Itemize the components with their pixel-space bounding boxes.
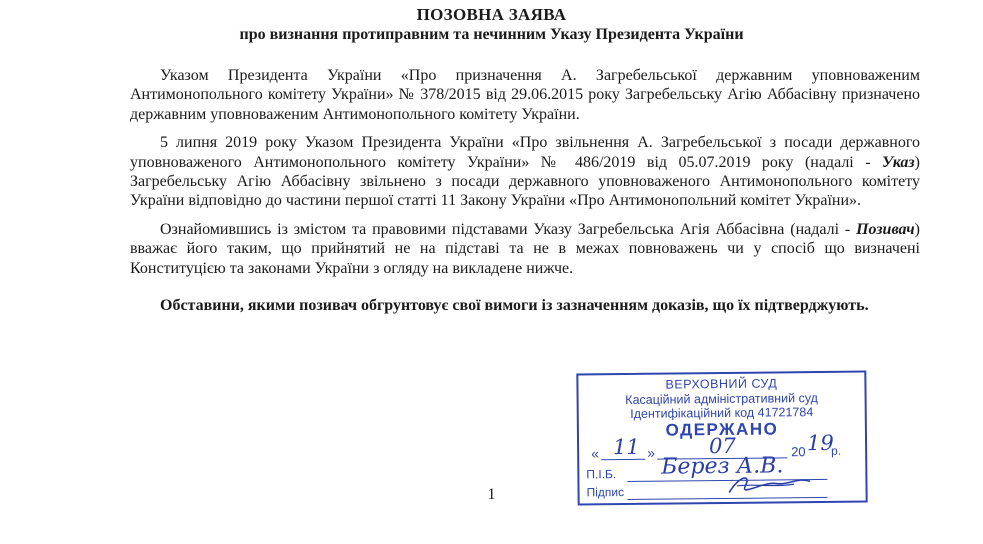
stamp-date-close-quote: »	[647, 444, 656, 461]
paragraph-2	[130, 133, 920, 211]
stamp-id-code: Ідентифікаційний код 41721784	[630, 405, 814, 421]
page-number: 1	[487, 486, 496, 503]
paragraph-2-text-a: 5 липня 2019 року Указом Президента України «Про звільнення А. Загребельської з посади державного уповноваженого Антимонопольного комітету України» № 486/2019 від 05.07.2019 року (надалі -	[130, 134, 920, 171]
document-subtitle: про визнання протиправним та нечинним Указу Президента України	[239, 26, 744, 43]
term-pozyvach: Позивач	[856, 220, 915, 238]
paragraph-3	[130, 220, 920, 278]
stamp-received: ОДЕРЖАНО	[665, 419, 779, 440]
circumstances-heading: Обставини, якими позивач обгрунтовує свої вимоги із зазначенням доказів, що їх підтверджують.	[160, 297, 869, 315]
term-ukaz: Указ	[881, 153, 915, 171]
stamp-year-suffix: 19	[806, 430, 834, 456]
stamp-name-label: П.І.Б.	[586, 467, 617, 482]
paragraph-2-text-b: ) Загребельську Агію Аббасівну звільнено з посади державного уповноваженого Антимонопольного комітету України відповідно до частини першої статті 11 Закону України «Про Антимонопольний комітет України».	[130, 153, 920, 210]
document-body	[130, 66, 920, 324]
stamp-date-open-quote: «	[591, 445, 600, 462]
stamp-court-division: Касаційний адміністративний суд	[625, 390, 818, 408]
stamp-name-value: Берез А.В.	[661, 453, 784, 480]
stamp-court-name: ВЕРХОВНИЙ СУД	[665, 376, 778, 392]
court-received-stamp	[576, 370, 867, 505]
stamp-signature-label: Підпис	[586, 485, 625, 500]
handwritten-signature-icon	[578, 373, 865, 504]
stamp-month: 07	[708, 433, 736, 459]
paragraph-3-text-a: Ознайомившись із змістом та правовими підставами Указу Загребельська Агія Аббасівна (надалі -	[160, 220, 857, 238]
stamp-day: 11	[612, 434, 640, 460]
paragraph-3-text-b: ) вважає його таким, що прийнятий не на підставі та не в межах повноважень чи у спосіб що визначені Конституцією та законами України з огляду на викладене нижче.	[130, 220, 920, 277]
paragraph-1: Указом Президента України «Про призначення А. Загребельської державним уповноваженим Антимонопольного комітету України» № 378/2015 від 29.06.2015 року Загребельську Агію Аббасівну призначено державним уповноваженим Антимонопольного комітету України.	[130, 67, 920, 123]
stamp-year-prefix: 20	[791, 444, 806, 460]
document-title: ПОЗОВНА ЗАЯВА	[416, 5, 567, 24]
stamp-year-unit: р.	[831, 443, 842, 458]
